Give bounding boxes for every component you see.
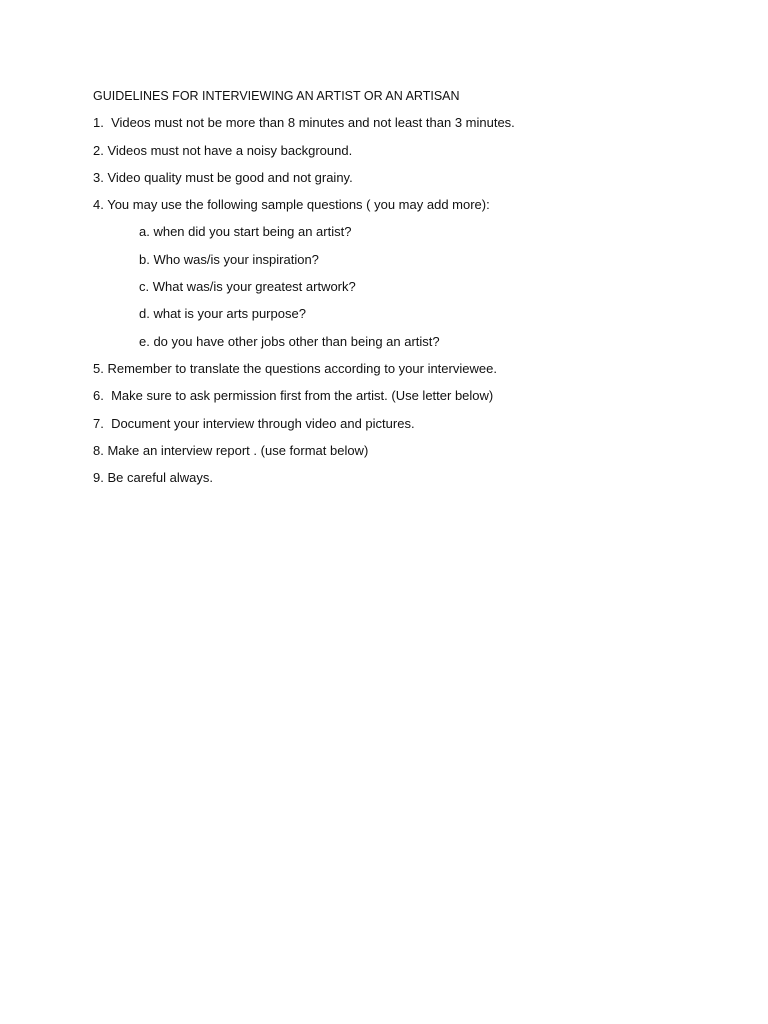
document-title: GUIDELINES FOR INTERVIEWING AN ARTIST OR AN ARTISAN [93,89,460,103]
sample-question-a: a. when did you start being an artist? [139,224,352,240]
guideline-item-6: 6. Make sure to ask permission first from the artist. (Use letter below) [93,388,494,404]
guideline-item-4: 4. You may use the following sample questions ( you may add more): [93,197,490,213]
guideline-item-1: 1. Videos must not be more than 8 minutes and not least than 3 minutes. [93,115,515,131]
sample-question-d: d. what is your arts purpose? [139,306,306,322]
sample-question-e: e. do you have other jobs other than being an artist? [139,333,440,349]
document-body [93,88,693,497]
sample-question-b: b. Who was/is your inspiration? [139,251,319,267]
guideline-item-8: 8. Make an interview report . (use format below) [93,442,369,458]
guideline-item-7: 7. Document your interview through video and pictures. [93,415,415,431]
guideline-item-5: 5. Remember to translate the questions according to your interviewee. [93,360,497,376]
guideline-item-3: 3. Video quality must be good and not grainy. [93,169,353,185]
guideline-item-9: 9. Be careful always. [93,470,213,486]
guideline-item-2: 2. Videos must not have a noisy background. [93,142,353,158]
sample-question-c: c. What was/is your greatest artwork? [139,279,356,295]
